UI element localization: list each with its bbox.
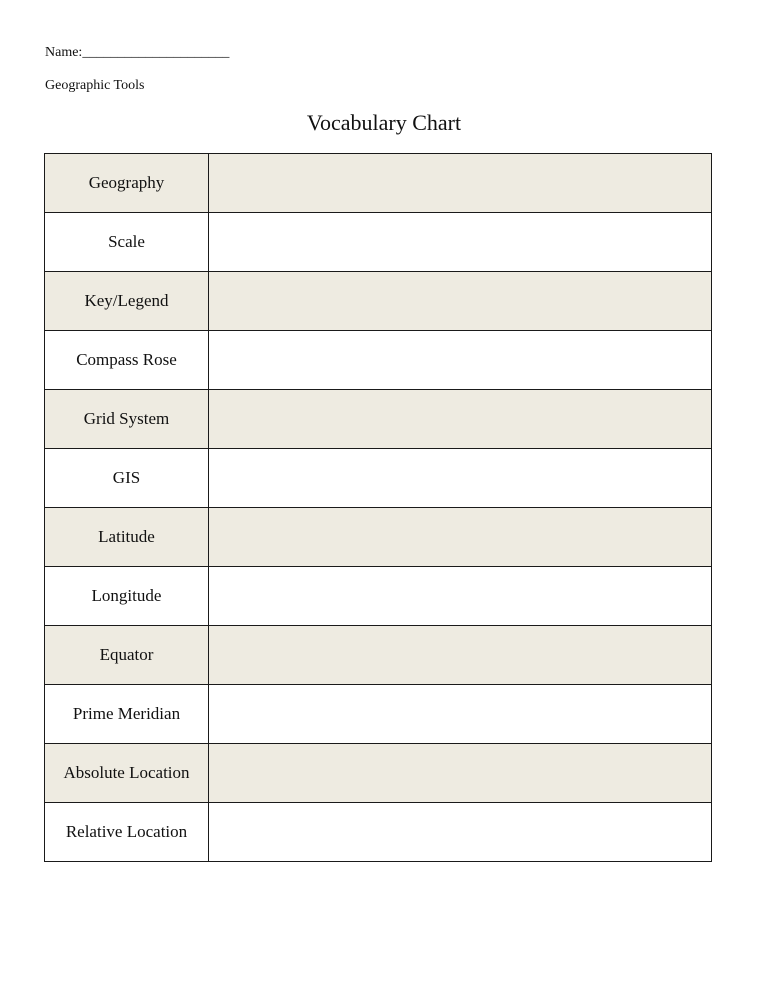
name-field-label: Name:_____________________ [45, 45, 230, 60]
definition-cell[interactable] [209, 449, 712, 508]
table-row [45, 154, 712, 213]
table-row [45, 567, 712, 626]
definition-cell[interactable] [209, 154, 712, 213]
table-row [45, 744, 712, 803]
term-cell: Compass Rose [45, 331, 209, 390]
table-row [45, 390, 712, 449]
definition-cell[interactable] [209, 744, 712, 803]
table-row [45, 213, 712, 272]
definition-cell[interactable] [209, 331, 712, 390]
term-cell: Prime Meridian [45, 685, 209, 744]
term-cell: Equator [45, 626, 209, 685]
term-cell: Relative Location [45, 803, 209, 862]
table-row [45, 626, 712, 685]
table-row [45, 685, 712, 744]
term-cell: Longitude [45, 567, 209, 626]
definition-cell[interactable] [209, 272, 712, 331]
table-row [45, 508, 712, 567]
definition-cell[interactable] [209, 685, 712, 744]
page-title: Vocabulary Chart [306, 110, 462, 135]
term-cell: Geography [45, 154, 209, 213]
term-cell: GIS [45, 449, 209, 508]
table-row [45, 803, 712, 862]
definition-cell[interactable] [209, 626, 712, 685]
term-cell: Absolute Location [45, 744, 209, 803]
definition-cell[interactable] [209, 213, 712, 272]
definition-cell[interactable] [209, 390, 712, 449]
term-cell: Latitude [45, 508, 209, 567]
table-row [45, 449, 712, 508]
vocabulary-table [44, 153, 712, 862]
table-row [45, 331, 712, 390]
term-cell: Grid System [45, 390, 209, 449]
term-cell: Key/Legend [45, 272, 209, 331]
definition-cell[interactable] [209, 803, 712, 862]
term-cell: Scale [45, 213, 209, 272]
definition-cell[interactable] [209, 567, 712, 626]
document-subtitle: Geographic Tools [45, 78, 145, 93]
definition-cell[interactable] [209, 508, 712, 567]
table-row [45, 272, 712, 331]
